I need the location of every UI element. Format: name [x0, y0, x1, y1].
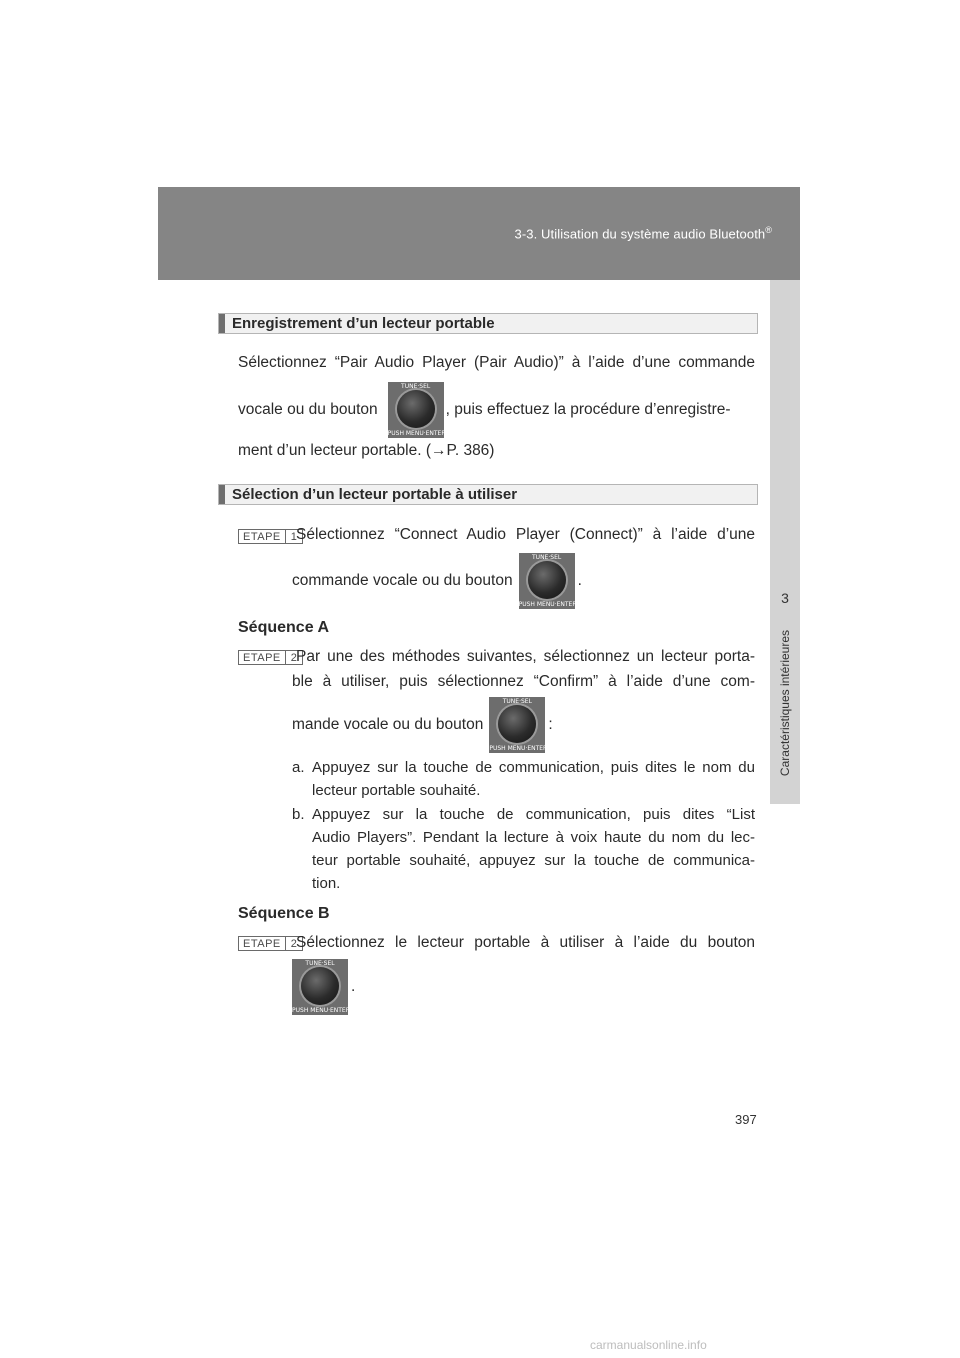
registered-mark: ®	[765, 225, 772, 235]
heading-bar	[219, 314, 225, 333]
etape-label: ETAPE	[239, 530, 285, 543]
knob-top-label: TUNE·SEL	[532, 554, 562, 561]
tune-sel-knob-icon	[388, 382, 444, 438]
chapter-label: Caractéristiques intérieures	[778, 629, 792, 777]
list-item-line: lecteur portable souhaité.	[312, 782, 481, 799]
etape-label: ETAPE	[239, 651, 285, 664]
knob-dial	[498, 705, 536, 743]
tune-sel-knob-icon	[292, 959, 348, 1015]
list-item-line: Appuyez sur la touche de communication, puis dites “List	[312, 806, 755, 823]
etape-number: 1	[285, 530, 302, 543]
knob-dial	[301, 967, 339, 1005]
chapter-side-tab	[770, 280, 800, 804]
section-title: Enregistrement d’un lecteur portable	[232, 315, 495, 332]
tune-sel-knob-icon	[519, 553, 575, 609]
sequence-b-title: Séquence B	[238, 905, 330, 922]
knob-bottom-label: PUSH MENU·ENTER	[489, 745, 548, 752]
text-fragment: commande vocale ou du bouton	[292, 572, 513, 589]
etape-1-badge	[238, 529, 303, 544]
section-heading-selection	[218, 484, 758, 505]
chapter-title: 3-3. Utilisation du système audio Bluetooth®	[514, 225, 772, 242]
page-number: 397	[735, 1112, 757, 1127]
knob-dial	[397, 390, 435, 428]
list-marker: a.	[292, 759, 305, 776]
step-line-with-knob	[292, 553, 582, 609]
list-item-line: Appuyez sur la touche de communication, puis dites le nom du	[312, 759, 755, 776]
knob-top-label: TUNE·SEL	[401, 383, 431, 390]
list-marker: b.	[292, 806, 305, 823]
knob-dial	[528, 561, 566, 599]
text-fragment: :	[548, 716, 553, 733]
list-item-line: teur portable souhaité, appuyez sur la touche de communica-	[312, 852, 755, 869]
step-line-with-knob	[292, 697, 553, 753]
knob-top-label: TUNE·SEL	[305, 960, 335, 967]
step-line: Sélectionnez “Connect Audio Player (Connect)” à l’aide d’une	[296, 526, 755, 543]
text-fragment: , puis effectuez la procédure d’enregistre-	[445, 401, 731, 418]
etape-number: 2	[285, 651, 302, 664]
section-heading-registration	[218, 313, 758, 334]
etape-2-badge	[238, 650, 303, 665]
tune-sel-knob-icon	[489, 697, 548, 753]
step-line: Sélectionnez le lecteur portable à utiliser à l’aide du bouton	[296, 934, 755, 951]
section-title: Sélection d’un lecteur portable à utiliser	[232, 486, 518, 503]
etape-number: 2	[285, 937, 302, 950]
step-line: Par une des méthodes suivantes, sélectionnez un lecteur porta-	[296, 648, 755, 665]
text-fragment: mande vocale ou du bouton	[292, 716, 484, 733]
list-item-line: tion.	[312, 875, 341, 892]
etape-label: ETAPE	[239, 937, 285, 950]
knob-bottom-label: PUSH MENU·ENTER	[292, 1007, 350, 1014]
etape-2b-badge	[238, 936, 303, 951]
list-item-line: Audio Players”. Pendant la lecture à voix haute du nom du lec-	[312, 829, 755, 846]
text-fragment: .	[351, 978, 356, 995]
knob-bottom-label: PUSH MENU·ENTER	[518, 601, 577, 608]
chapter-header	[158, 187, 800, 280]
sequence-a-title: Séquence A	[238, 619, 329, 636]
watermark: carmanualsonline.info	[590, 1338, 707, 1352]
knob-top-label: TUNE·SEL	[502, 698, 532, 705]
paragraph-line: Sélectionnez “Pair Audio Player (Pair Audio)” à l’aide d’une commande	[238, 354, 755, 371]
paragraph-line: ment d’un lecteur portable. (→P. 386)	[238, 442, 495, 459]
text-fragment: .	[577, 572, 582, 589]
heading-bar	[219, 485, 225, 504]
knob-bottom-label: PUSH MENU·ENTER	[387, 430, 446, 437]
step-line-with-knob	[292, 959, 355, 1015]
text-fragment: vocale ou du bouton	[238, 401, 378, 418]
step-line: ble à utiliser, puis sélectionnez “Confirm” à l’aide d’une com-	[292, 673, 755, 690]
paragraph-line-with-knob	[238, 382, 755, 438]
chapter-number: 3	[781, 590, 789, 606]
